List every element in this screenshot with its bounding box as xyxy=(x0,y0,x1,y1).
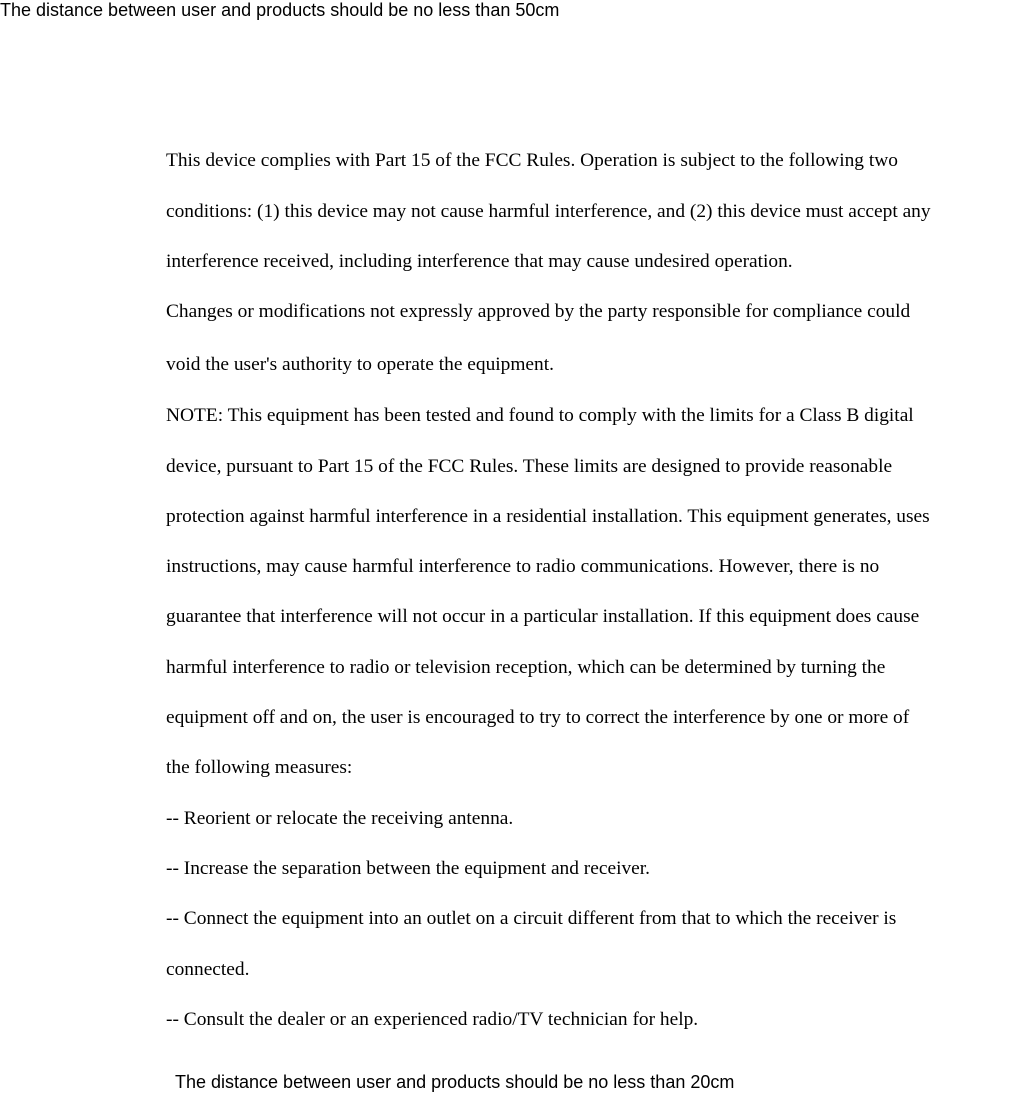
fcc-note-line: the following measures: xyxy=(166,757,353,778)
fcc-statement-line: conditions: (1) this device may not cause harmful interference, and (2) this device must accept any xyxy=(166,201,931,222)
fcc-changes-line: Changes or modifications not expressly approved by the party responsible for compliance could xyxy=(166,301,911,322)
fcc-note-line: instructions, may cause harmful interference to radio communications. However, there is no xyxy=(166,556,880,577)
fcc-note-line: NOTE: This equipment has been tested and found to comply with the limits for a Class B digital xyxy=(166,405,914,426)
measure-item: -- Reorient or relocate the receiving antenna. xyxy=(166,808,514,829)
fcc-note-line: guarantee that interference will not occur in a particular installation. If this equipment does cause xyxy=(166,606,920,627)
fcc-statement-line: interference received, including interference that may cause undesired operation. xyxy=(166,251,793,272)
measure-item: connected. xyxy=(166,959,250,980)
fcc-note-line: device, pursuant to Part 15 of the FCC Rules. These limits are designed to provide reasonable xyxy=(166,456,893,477)
fcc-changes-line: void the user's authority to operate the equipment. xyxy=(166,354,554,375)
measure-item: -- Increase the separation between the equipment and receiver. xyxy=(166,858,650,879)
fcc-note-line: equipment off and on, the user is encouraged to try to correct the interference by one or more of xyxy=(166,707,910,728)
footer-distance-note: The distance between user and products should be no less than 20cm xyxy=(175,1072,735,1092)
fcc-note-line: harmful interference to radio or television reception, which can be determined by turning the xyxy=(166,657,886,678)
measure-item: -- Consult the dealer or an experienced radio/TV technician for help. xyxy=(166,1009,699,1030)
fcc-note-line: protection against harmful interference in a residential installation. This equipment generates, uses xyxy=(166,506,930,527)
header-distance-note: The distance between user and products should be no less than 50cm xyxy=(0,0,560,20)
measure-item: -- Connect the equipment into an outlet on a circuit different from that to which the receiver is xyxy=(166,908,897,929)
fcc-statement-line: This device complies with Part 15 of the FCC Rules. Operation is subject to the following two xyxy=(166,150,898,171)
